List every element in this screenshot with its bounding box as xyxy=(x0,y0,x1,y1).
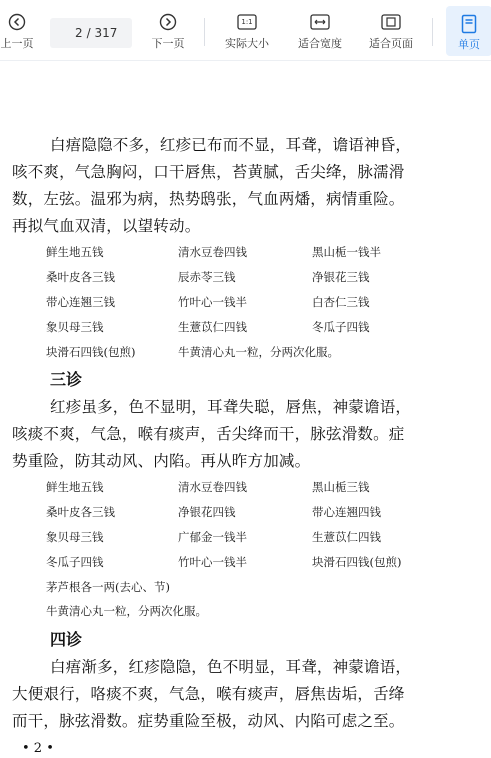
herb-item: 广郁金一钱半 xyxy=(178,530,247,544)
prev-page-label: 上一页 xyxy=(0,37,34,50)
herb-item: 块滑石四钱(包煎) xyxy=(46,345,136,359)
herb-item: 鲜生地五钱 xyxy=(46,245,104,259)
actual-size-button[interactable] xyxy=(222,12,272,56)
body-text-line: 势重险，防其动风、内陷。再从昨方加减。 xyxy=(12,452,311,470)
herb-item: 带心连翘三钱 xyxy=(46,295,115,309)
herb-item: 鲜生地五钱 xyxy=(46,480,104,494)
body-text-line: 咳痰不爽，气急，喉有痰声，舌尖绛而干，脉弦滑数。症 xyxy=(12,425,405,443)
herb-item: 竹叶心一钱半 xyxy=(178,555,247,569)
page-indicator xyxy=(50,18,132,48)
prev-page-button[interactable] xyxy=(0,12,34,56)
next-page-label: 下一页 xyxy=(151,37,185,50)
body-text-line: 大便艰行，咯痰不爽，气急，喉有痰声，唇焦齿垢，舌绛 xyxy=(12,685,405,703)
herb-item: 冬瓜子四钱 xyxy=(312,320,370,334)
herb-item: 白杏仁三钱 xyxy=(312,295,370,309)
herb-item: 牛黄清心丸一粒，分两次化服。 xyxy=(46,604,207,618)
section-heading: 三诊 xyxy=(50,370,83,389)
fit-page-label: 适合页面 xyxy=(369,37,413,50)
single-page-button[interactable] xyxy=(446,6,491,56)
document-page xyxy=(0,61,491,758)
herb-item: 黑山栀三钱 xyxy=(312,480,370,494)
actual-size-icon-text: 1:1 xyxy=(241,18,253,26)
page-number: • 2 • xyxy=(22,741,54,756)
single-page-icon xyxy=(460,14,478,34)
herb-item: 生薏苡仁四钱 xyxy=(178,320,247,334)
body-text-line: 咳不爽，气急胸闷，口干唇焦，苔黄腻，舌尖绛，脉濡滑 xyxy=(12,163,405,181)
body-text-line: 而干，脉弦滑数。症势重险至极，动风、内陷可虑之至。 xyxy=(12,712,405,730)
toolbar-divider xyxy=(204,18,205,46)
herb-item: 净银花三钱 xyxy=(312,270,370,284)
single-page-label: 单页 xyxy=(458,38,480,51)
body-text-line: 数，左弦。温邪为病，热势鸱张，气血两燔，病情重险。 xyxy=(12,190,405,208)
actual-size-icon xyxy=(237,12,257,32)
herb-item: 清水豆卷四钱 xyxy=(178,245,247,259)
herb-item: 生薏苡仁四钱 xyxy=(312,530,381,544)
herb-item: 清水豆卷四钱 xyxy=(178,480,247,494)
herb-item: 桑叶皮各三钱 xyxy=(46,505,115,519)
herb-item: 净银花四钱 xyxy=(178,505,236,519)
actual-size-label: 实际大小 xyxy=(225,37,269,50)
body-text-line: 再拟气血双清，以望转动。 xyxy=(12,217,201,235)
body-text-line: 红疹虽多，色不显明，耳聋失聪，唇焦，神蒙谵语， xyxy=(50,398,412,416)
herb-item: 冬瓜子四钱 xyxy=(46,555,104,569)
section-heading: 四诊 xyxy=(50,630,83,649)
herb-item: 带心连翘四钱 xyxy=(312,505,381,519)
herb-item: 黑山栀一钱半 xyxy=(312,245,381,259)
chevron-right-circle-icon xyxy=(158,12,178,32)
page-total: / 317 xyxy=(86,26,118,40)
herb-item: 竹叶心一钱半 xyxy=(178,295,247,309)
herb-item: 牛黄清心丸一粒，分两次化服。 xyxy=(178,345,339,359)
fit-page-icon xyxy=(381,12,401,32)
herb-item: 桑叶皮各三钱 xyxy=(46,270,115,284)
body-text-line: 白痦渐多，红疹隐隐，色不明显，耳聋，神蒙谵语， xyxy=(50,658,412,676)
fit-page-button[interactable] xyxy=(366,12,416,56)
next-page-button[interactable] xyxy=(148,12,188,56)
toolbar-divider xyxy=(432,18,433,46)
herb-item: 辰赤苓三钱 xyxy=(178,270,236,284)
pdf-toolbar xyxy=(0,0,491,61)
fit-width-icon xyxy=(310,12,330,32)
herb-item: 块滑石四钱(包煎) xyxy=(312,555,402,569)
page-number-input[interactable] xyxy=(65,26,83,40)
fit-width-button[interactable] xyxy=(295,12,345,56)
fit-width-label: 适合宽度 xyxy=(298,37,342,50)
body-text-line: 白痦隐隐不多，红疹已布而不显，耳聋，谵语神昏， xyxy=(50,136,412,154)
herb-item: 茅芦根各一两(去心、节) xyxy=(46,580,170,594)
chevron-left-circle-icon xyxy=(7,12,27,32)
herb-item: 象贝母三钱 xyxy=(46,320,104,334)
herb-item: 象贝母三钱 xyxy=(46,530,104,544)
